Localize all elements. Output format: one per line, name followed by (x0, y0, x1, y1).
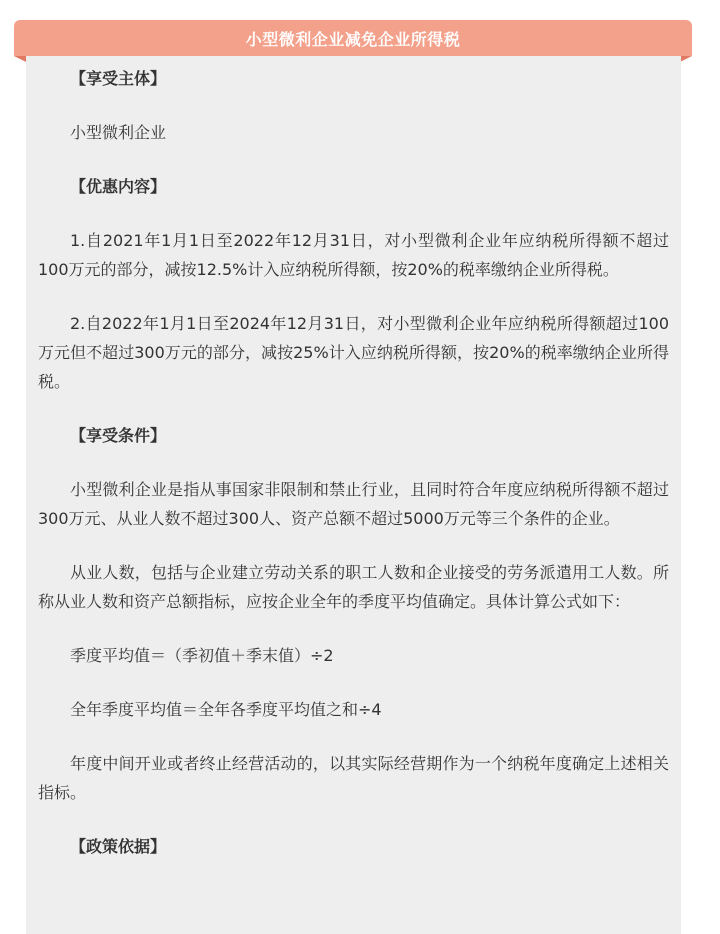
section-heading-conditions: 【享受条件】 (70, 426, 167, 445)
section-heading-preference: 【优惠内容】 (70, 177, 167, 196)
banner-fold-right (680, 56, 692, 62)
beneficiary-text: 小型微利企业 (70, 123, 167, 142)
conditions-employees: 从业人数，包括与企业建立劳动关系的职工人数和企业接受的劳务派遣用工人数。所称从业人数和资产总额指标，应按企业全年的季度平均值确定。具体计算公式如下： (38, 563, 669, 611)
title-banner (14, 20, 692, 60)
formula-annual-average: 全年季度平均值＝全年各季度平均值之和÷4 (70, 700, 382, 719)
preference-item-1: 1.自2021年1月1日至2022年12月31日，对小型微利企业年应纳税所得额不超过100万元的部分，减按12.5%计入应纳税所得额，按20%的税率缴纳企业所得税。 (38, 231, 669, 279)
preference-item-2: 2.自2022年1月1日至2024年12月31日，对小型微利企业年应纳税所得额超过100万元但不超过300万元的部分，减按25%计入应纳税所得额，按20%的税率缴纳企业所得税。 (38, 314, 669, 391)
page-title: 小型微利企业减免企业所得税 (245, 29, 461, 49)
formula-quarter-average: 季度平均值＝（季初值＋季末值）÷2 (70, 646, 334, 665)
conditions-definition: 小型微利企业是指从事国家非限制和禁止行业，且同时符合年度应纳税所得额不超过300万元、从业人数不超过300人、资产总额不超过5000万元等三个条件的企业。 (38, 480, 669, 528)
section-heading-beneficiary: 【享受主体】 (70, 69, 167, 88)
content-panel (26, 56, 681, 934)
conditions-midyear: 年度中间开业或者终止经营活动的，以其实际经营期作为一个纳税年度确定上述相关指标。 (38, 754, 669, 802)
title-bar (14, 20, 692, 56)
section-heading-basis: 【政策依据】 (70, 837, 167, 856)
banner-fold-left (14, 56, 26, 62)
